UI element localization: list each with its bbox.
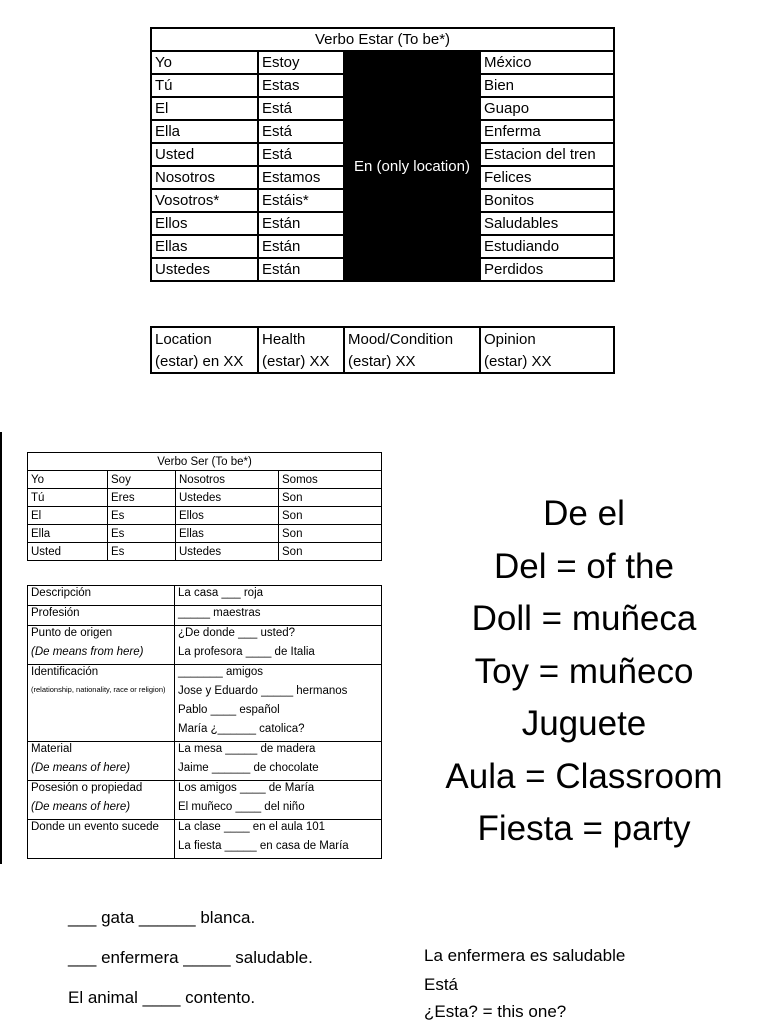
ser-cell: Usted [28, 543, 108, 561]
use-note-identificacion: (relationship, nationality, race or religion) [28, 684, 175, 742]
use-example: El muñeco ____ del niño [175, 800, 382, 820]
ser-cell: Ellas [176, 525, 279, 543]
exercise-sentence: ___ gata ______ blanca. [68, 908, 256, 927]
usage-pattern: (estar) XX [344, 350, 480, 373]
estar-example: Perdidos [480, 258, 614, 281]
note-line: Está [424, 975, 459, 994]
estar-verb: Estamos [258, 166, 344, 189]
estar-subject: Yo [151, 51, 258, 74]
estar-example: Felices [480, 166, 614, 189]
use-label-posesion: Posesión o propiedad [28, 781, 175, 801]
vocab-list [400, 488, 768, 856]
use-example: Jaime ______ de chocolate [175, 761, 382, 781]
use-example: La mesa _____ de madera [175, 742, 382, 762]
exercise-sentence: El animal ____ contento. [68, 988, 256, 1007]
ser-cell: Ustedes [176, 543, 279, 561]
ser-cell: El [28, 507, 108, 525]
estar-subject: Tú [151, 74, 258, 97]
estar-example: Enferma [480, 120, 614, 143]
ser-cell: Yo [28, 471, 108, 489]
use-label-identificacion: Identificación [28, 665, 175, 685]
ser-cell: Ustedes [176, 489, 279, 507]
estar-subject: Vosotros* [151, 189, 258, 212]
vocab-line: Fiesta = party [477, 809, 691, 848]
ser-cell: Es [108, 507, 176, 525]
ser-uses-table [27, 585, 382, 859]
use-note-origen: (De means from here) [28, 645, 175, 665]
estar-verb: Están [258, 212, 344, 235]
estar-subject: Ustedes [151, 258, 258, 281]
ser-cell: Ellos [176, 507, 279, 525]
use-example: La casa ___ roja [175, 586, 382, 606]
estar-subject: Ellas [151, 235, 258, 258]
estar-example: Guapo [480, 97, 614, 120]
use-example: _______ amigos [175, 665, 382, 685]
estar-subject: El [151, 97, 258, 120]
estar-subject: Usted [151, 143, 258, 166]
ser-cell: Ella [28, 525, 108, 543]
ser-cell: Tú [28, 489, 108, 507]
use-example: Los amigos ____ de María [175, 781, 382, 801]
ser-cell: Nosotros [176, 471, 279, 489]
use-example: _____ maestras [175, 606, 382, 626]
usage-pattern: (estar) XX [480, 350, 614, 373]
ser-cell: Somos [279, 471, 382, 489]
ser-cell: Son [279, 507, 382, 525]
usage-header-mood: Mood/Condition [344, 327, 480, 350]
estar-example: Bonitos [480, 189, 614, 212]
estar-example: Saludables [480, 212, 614, 235]
estar-verb: Estoy [258, 51, 344, 74]
use-note-evento [28, 839, 175, 859]
estar-example: Estacion del tren [480, 143, 614, 166]
usage-header-opinion: Opinion [480, 327, 614, 350]
vocab-line: Doll = muñeca [471, 599, 697, 638]
estar-example: Bien [480, 74, 614, 97]
use-example: La fiesta _____ en casa de María [175, 839, 382, 859]
estar-subject: Ellos [151, 212, 258, 235]
usage-header-health: Health [258, 327, 344, 350]
estar-table-title: Verbo Estar (To be*) [151, 28, 614, 51]
ser-cell: Soy [108, 471, 176, 489]
use-example: La clase ____ en el aula 101 [175, 820, 382, 840]
exercise-sentence: ___ enfermera _____ saludable. [68, 948, 313, 967]
vocab-line: Del = of the [494, 546, 674, 586]
ser-cell: Es [108, 525, 176, 543]
estar-example: Estudiando [480, 235, 614, 258]
use-note-posesion: (De means of here) [28, 800, 175, 820]
usage-pattern: (estar) XX [258, 350, 344, 373]
vocab-line: Juguete [521, 704, 647, 743]
estar-verb: Estas [258, 74, 344, 97]
use-example: Jose y Eduardo _____ hermanos [175, 684, 382, 703]
estar-subject: Ella [151, 120, 258, 143]
estar-verb: Está [258, 143, 344, 166]
usage-pattern: (estar) en XX [151, 350, 258, 373]
ser-cell: Son [279, 525, 382, 543]
ser-cell: Eres [108, 489, 176, 507]
ser-cell: Es [108, 543, 176, 561]
ser-cell: Son [279, 543, 382, 561]
use-example: ¿De donde ___ usted? [175, 626, 382, 646]
use-label-origen: Punto de origen [28, 626, 175, 646]
ser-table-title: Verbo Ser (To be*) [28, 453, 382, 471]
estar-verb: Estáis* [258, 189, 344, 212]
vocab-line: Aula = Classroom [445, 756, 723, 796]
use-label-descripcion: Descripción [28, 586, 175, 606]
estar-example: México [480, 51, 614, 74]
use-example: Pablo ____ español [175, 703, 382, 722]
estar-verb: Está [258, 120, 344, 143]
note-line: La enfermera es saludable [424, 946, 626, 965]
ser-conjugation-table [27, 452, 382, 561]
estar-verb: Están [258, 235, 344, 258]
vocab-line: Toy = muñeco [474, 651, 694, 691]
estar-location-cell: En (only location) [344, 51, 480, 281]
usage-header-location: Location [151, 327, 258, 350]
ser-cell: Son [279, 489, 382, 507]
estar-verb: Están [258, 258, 344, 281]
use-label-profesion: Profesión [28, 606, 175, 626]
use-label-material: Material [28, 742, 175, 762]
estar-verb: Está [258, 97, 344, 120]
vocab-line: De el [543, 494, 625, 533]
left-border-line [0, 432, 2, 864]
use-example: María ¿______ catolica? [175, 722, 382, 742]
estar-conjugation-table [150, 27, 615, 282]
estar-usage-table [150, 326, 615, 374]
use-note-material: (De means of here) [28, 761, 175, 781]
estar-subject: Nosotros [151, 166, 258, 189]
use-label-evento: Donde un evento sucede [28, 820, 175, 840]
note-line: ¿Esta? = this one? [424, 1002, 567, 1021]
use-example: La profesora ____ de Italia [175, 645, 382, 665]
